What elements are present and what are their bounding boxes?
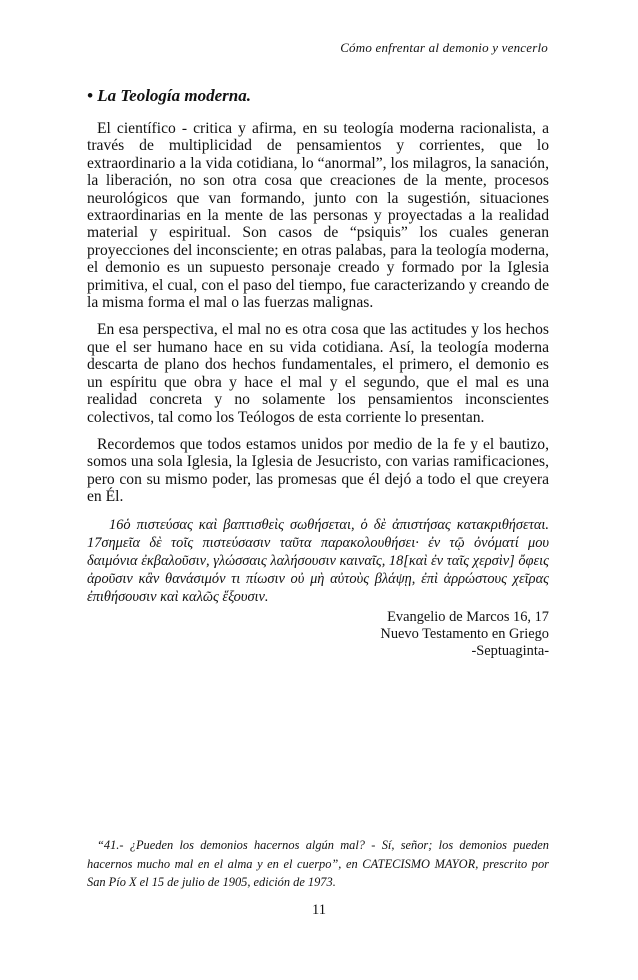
footnote: “41.- ¿Pueden los demonios hacernos algún mal? - Sí, señor; los demonios pueden hacernos mucho mal en el alma y en el cuerpo”, en CATECISMO MAYOR, prescrito por San Pío X el 15 de julio de 1905, edición de 1973. [87,838,549,889]
running-head: Cómo enfrentar al demonio y vencerlo [340,40,548,55]
citation-version: -Septuaginta- [471,643,549,660]
section-title: • La Teología moderna. [87,86,251,105]
citation-edition: Nuevo Testamento en Griego [380,625,549,642]
greek-quote: 16ὁ πιστεύσας καὶ βαπτισθεὶς σωθήσεται, ὁ δὲ ἀπιστήσας κατακριθήσεται. 17σημεῖα δὲ τοῖς πιστεύσασιν ταῦτα παρακολουθήσει· ἐν τῷ ὀνόματί μου δαιμόνια ἐκβαλοῦσιν, γλώσσαις λαλήσουσιν καιναῖς, 18[καὶ ἐν ταῖς χερσὶν] ὄφεις ἀροῦσιν κἂν θανάσιμόν τι πίωσιν οὐ μὴ αὐτοὺς βλάψῃ, ἐπὶ ἀρρώστους χεῖρας ἐπιθήσουσιν καὶ καλῶς ἕξουσιν. [87,516,549,606]
paragraph-1: El científico - critica y afirma, en su teología moderna racionalista, a través de multiplicidad de pensamientos y corrientes, que lo extraordinario a la vida cotidiana, lo “anormal”, los milagros, la sanación, la liberación, no son otra cosa que creaciones de la mente, procesos neurológicos que van formando, junto con la sugestión, situaciones extraordinarias en la mente de las personas y proyectadas a la realidad material y espiritual. Son casos de “psiquis” los cuales generan proyecciones del inconsciente; en otras palabas, para la teología moderna, el demonio es un supuesto personaje creado y formado por la Iglesia primitiva, el cual, con el paso del tiempo, fue caracterizando y creando de la misma forma el mal o las fuerzas malignas. [87,120,549,312]
paragraph-3: Recordemos que todos estamos unidos por medio de la fe y el bautizo, somos una sola Iglesia, la Iglesia de Jesucristo, con varias ramificaciones, pero con su mismo poder, las promesas que él dejó a todo el que creyera en Él. [87,435,549,506]
paragraph-2: En esa perspectiva, el mal no es otra cosa que las actitudes y los hechos que el ser humano hace en su vida cotidiana. Así, la teología moderna descarta de plano dos hechos fundamentales, el primero, el demonio es un espíritu que obra y hace el mal y el segundo, que el mal es una realidad concreta y no solamente los pensamientos inconscientes colectivos, tal como los Teólogos de esta corriente lo presentan. [87,321,549,426]
body-text [87,120,549,661]
page-number: 11 [312,902,326,918]
quote-citation [87,609,549,661]
citation-source: Evangelio de Marcos 16, 17 [387,608,549,625]
